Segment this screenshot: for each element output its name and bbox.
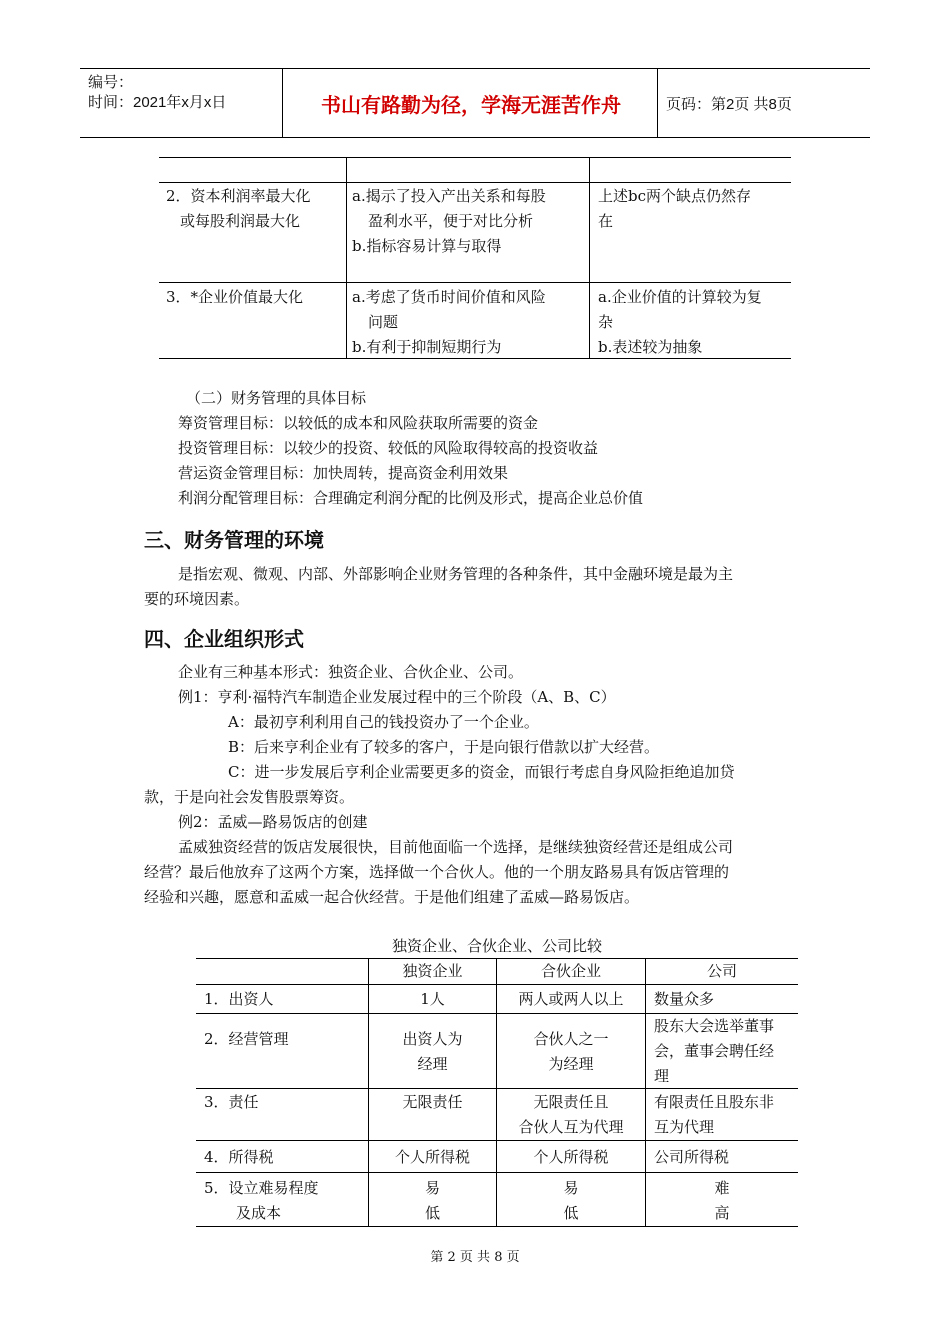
- section-heading: 四、企业组织形式: [144, 627, 304, 651]
- table-rule: [159, 282, 791, 283]
- header-divider: [282, 69, 283, 137]
- example-title: 例1：亨利·福特汽车制造企业发展过程中的三个阶段（A、B、C）: [178, 688, 616, 706]
- specific-goal-item: 利润分配管理目标：合理确定利润分配的比例及形式，提高企业总价值: [178, 489, 644, 507]
- page-footer: 第 2 页 共 8 页: [430, 1250, 520, 1265]
- table-cell: 股东大会选举董事 会，董事会聘任经 理: [654, 1017, 775, 1085]
- table-cell: 难 高: [714, 1179, 730, 1222]
- example-paragraph: 经验和兴趣，愿意和孟威一起合伙经营。于是他们组建了孟威—路易饭店。: [144, 888, 640, 906]
- table-cell: 无限责任: [402, 1093, 463, 1111]
- example-paragraph: 经营？最后他放弃了这两个方案，选择做一个合伙人。他的一个朋友路易具有饭店管理的: [144, 863, 730, 881]
- table-cell: 两人或两人以上: [518, 990, 624, 1008]
- table-rule: [346, 157, 347, 358]
- table-cell-disadvantages: 上述bc两个缺点仍然存 在: [598, 187, 752, 230]
- example-stage: A：最初亨利利用自己的钱投资办了一个企业。: [228, 713, 539, 731]
- table-cell: 数量众多: [654, 990, 715, 1008]
- table-cell: 易 低: [424, 1179, 440, 1222]
- table-row-label: 5．设立难易程度 及成本: [204, 1179, 319, 1222]
- table-cell: 个人所得税: [533, 1148, 609, 1166]
- example-stage: 款，于是向社会发售股票筹资。: [144, 788, 355, 806]
- example-title: 例2：孟威—路易饭店的创建: [178, 813, 368, 831]
- table-cell-goal: 3．*企业价值最大化: [166, 288, 304, 306]
- table-rule: [159, 182, 791, 183]
- table-cell: 个人所得税: [394, 1148, 470, 1166]
- table-cell: 1人: [420, 990, 445, 1008]
- table-cell: 无限责任且 合伙人互为代理: [518, 1093, 624, 1136]
- table-header-company: 公司: [706, 962, 737, 980]
- section4-intro: 企业有三种基本形式：独资企业、合伙企业、公司。: [178, 663, 524, 681]
- specific-goal-item: 筹资管理目标：以较低的成本和风险获取所需要的资金: [178, 414, 539, 432]
- page-header: [80, 68, 870, 138]
- specific-goal-item: 营运资金管理目标：加快周转，提高资金利用效果: [178, 464, 509, 482]
- table-rule: [196, 984, 798, 985]
- example-stage: B：后来亨利企业有了较多的客户，于是向银行借款以扩大经营。: [228, 738, 660, 756]
- specific-goal-item: 投资管理目标：以较少的投资、较低的风险取得较高的投资收益: [178, 439, 599, 457]
- header-divider: [657, 69, 658, 137]
- section-heading: 三、财务管理的环境: [144, 528, 324, 552]
- table-cell: 合伙人之一 为经理: [533, 1030, 609, 1073]
- header-meta: [88, 73, 226, 113]
- table-rule: [159, 157, 791, 158]
- table-caption: 独资企业、合伙企业、公司比较: [391, 937, 602, 955]
- header-motto: 书山有路勤为径，学海无涯苦作舟: [321, 94, 621, 117]
- table-row-label: 4．所得税: [204, 1148, 274, 1166]
- table-cell: 公司所得税: [654, 1148, 730, 1166]
- table-cell-disadvantages: a.企业价值的计算较为复 杂 b.表述较为抽象: [598, 288, 762, 356]
- table-rule: [196, 1140, 798, 1141]
- section3-text: 是指宏观、微观、内部、外部影响企业财务管理的各种条件，其中金融环境是最为主: [178, 565, 734, 583]
- table-cell-advantages: a.考虑了货币时间价值和风险 问题 b.有利于抑制短期行为: [352, 288, 546, 356]
- table-row-label: 3．责任: [204, 1093, 259, 1111]
- header-page-code: 页码：第2页 共8页: [666, 95, 792, 113]
- date-label: 时间：2021年x月x日: [88, 94, 227, 111]
- table-rule: [196, 1172, 798, 1173]
- example-stage: C：进一步发展后亨利企业需要更多的资金，而银行考虑自身风险拒绝追加贷: [228, 763, 735, 781]
- table-cell: 易 低: [563, 1179, 579, 1222]
- table-cell-goal: 2．资本利润率最大化 或每股利润最大化: [166, 187, 311, 230]
- table-cell: 有限责任且股东非 互为代理: [654, 1093, 775, 1136]
- table-rule: [196, 1226, 798, 1227]
- section3-text: 要的环境因素。: [144, 590, 250, 608]
- example-paragraph: 孟威独资经营的饭店发展很快，目前他面临一个选择，是继续独资经营还是组成公司: [178, 838, 734, 856]
- table-cell: 出资人为 经理: [402, 1030, 463, 1073]
- table-header-partner: 合伙企业: [540, 962, 601, 980]
- table-row-label: 2．经营管理: [204, 1030, 289, 1048]
- table-header-sole: 独资企业: [402, 962, 463, 980]
- specific-goals-heading: （二）财务管理的具体目标: [186, 389, 367, 407]
- serial-label: 编号：: [88, 74, 134, 91]
- table-rule: [589, 157, 590, 358]
- table-row-label: 1．出资人: [204, 990, 274, 1008]
- table-cell-advantages: a.揭示了投入产出关系和每股 盈利水平，便于对比分析 b.指标容易计算与取得: [352, 187, 546, 255]
